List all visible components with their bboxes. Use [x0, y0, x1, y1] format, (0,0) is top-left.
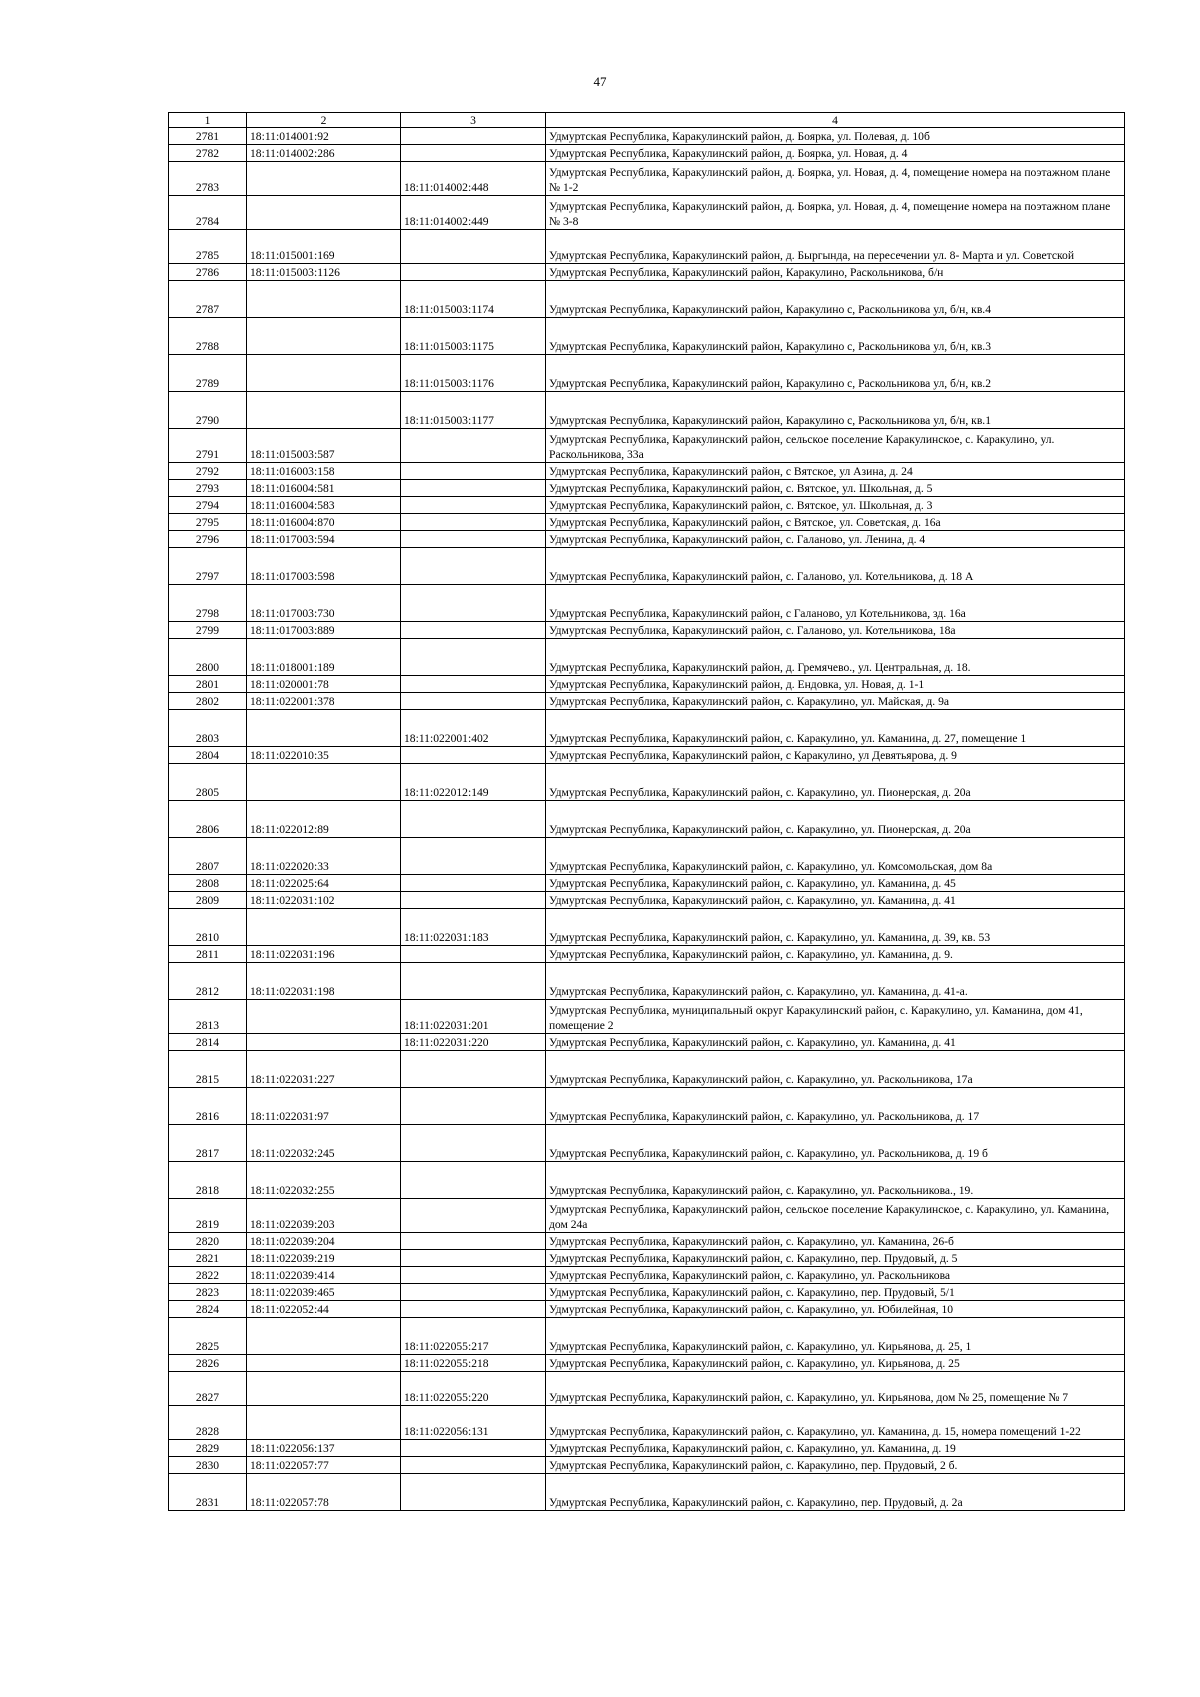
table-row	[169, 264, 1125, 281]
row-number-cell: 2826	[169, 1355, 247, 1372]
table-row	[169, 622, 1125, 639]
table-row	[169, 392, 1125, 429]
cadastral-number-cell: 18:11:015001:169	[247, 230, 401, 264]
premises-cadastral-number-cell	[401, 801, 546, 838]
table-row	[169, 318, 1125, 355]
row-number-cell: 2788	[169, 318, 247, 355]
cadastral-number-cell: 18:11:017003:594	[247, 531, 401, 548]
table-row	[169, 801, 1125, 838]
premises-cadastral-number-cell: 18:11:015003:1176	[401, 355, 546, 392]
table-row	[169, 196, 1125, 230]
address-cell: Удмуртская Республика, Каракулинский район, с. Галаново, ул. Котельникова, 18а	[546, 622, 1125, 639]
address-cell: Удмуртская Республика, Каракулинский район, с. Каракулино, ул. Каманина, д. 9.	[546, 946, 1125, 963]
cadastral-number-cell: 18:11:022031:198	[247, 963, 401, 1000]
premises-cadastral-number-cell: 18:11:022012:149	[401, 764, 546, 801]
address-cell: Удмуртская Республика, Каракулинский район, с. Галаново, ул. Ленина, д. 4	[546, 531, 1125, 548]
address-cell: Удмуртская Республика, Каракулинский район, Каракулино с, Раскольникова ул, б/н, кв.4	[546, 281, 1125, 318]
row-number-cell: 2791	[169, 429, 247, 463]
premises-cadastral-number-cell: 18:11:014002:448	[401, 162, 546, 196]
cadastral-number-cell: 18:11:022001:378	[247, 693, 401, 710]
address-cell: Удмуртская Республика, Каракулинский район, с Вятское, ул Азина, д. 24	[546, 463, 1125, 480]
row-number-cell: 2787	[169, 281, 247, 318]
address-cell: Удмуртская Республика, Каракулинский район, с. Каракулино, ул. Каманина, 26-б	[546, 1233, 1125, 1250]
table-row	[169, 963, 1125, 1000]
address-cell: Удмуртская Республика, Каракулинский район, с. Каракулино, ул. Комсомольская, дом 8а	[546, 838, 1125, 875]
row-number-cell: 2784	[169, 196, 247, 230]
table-row	[169, 1034, 1125, 1051]
premises-cadastral-number-cell: 18:11:015003:1175	[401, 318, 546, 355]
cadastral-number-cell: 18:11:022032:255	[247, 1162, 401, 1199]
address-cell: Удмуртская Республика, Каракулинский район, с. Каракулино, ул. Каманина, д. 15, номера помещений 1-22	[546, 1406, 1125, 1440]
table-row	[169, 531, 1125, 548]
row-number-cell: 2819	[169, 1199, 247, 1233]
premises-cadastral-number-cell	[401, 1301, 546, 1318]
table-row	[169, 480, 1125, 497]
premises-cadastral-number-cell	[401, 639, 546, 676]
address-cell: Удмуртская Республика, Каракулинский район, с. Вятское, ул. Школьная, д. 3	[546, 497, 1125, 514]
cadastral-number-cell: 18:11:022020:33	[247, 838, 401, 875]
premises-cadastral-number-cell: 18:11:022055:217	[401, 1318, 546, 1355]
table-row	[169, 281, 1125, 318]
address-cell: Удмуртская Республика, Каракулинский район, д. Боярка, ул. Новая, д. 4	[546, 145, 1125, 162]
premises-cadastral-number-cell: 18:11:015003:1177	[401, 392, 546, 429]
row-number-cell: 2830	[169, 1457, 247, 1474]
address-cell: Удмуртская Республика, Каракулинский район, с Каракулино, ул Девятьярова, д. 9	[546, 747, 1125, 764]
row-number-cell: 2814	[169, 1034, 247, 1051]
address-cell: Удмуртская Республика, Каракулинский район, с Вятское, ул. Советская, д. 16а	[546, 514, 1125, 531]
address-cell: Удмуртская Республика, Каракулинский район, с. Каракулино, ул. Каманина, д. 45	[546, 875, 1125, 892]
table-row	[169, 497, 1125, 514]
table-row	[169, 1250, 1125, 1267]
premises-cadastral-number-cell	[401, 1233, 546, 1250]
premises-cadastral-number-cell	[401, 747, 546, 764]
cadastral-number-cell: 18:11:022039:204	[247, 1233, 401, 1250]
cadastral-number-cell	[247, 1406, 401, 1440]
premises-cadastral-number-cell: 18:11:022031:220	[401, 1034, 546, 1051]
table-row	[169, 838, 1125, 875]
table-row	[169, 548, 1125, 585]
cadastral-number-cell: 18:11:022031:97	[247, 1088, 401, 1125]
row-number-cell: 2828	[169, 1406, 247, 1440]
column-header-1: 1	[169, 113, 247, 128]
premises-cadastral-number-cell	[401, 693, 546, 710]
cadastral-number-cell	[247, 710, 401, 747]
row-number-cell: 2786	[169, 264, 247, 281]
cadastral-number-cell: 18:11:022010:35	[247, 747, 401, 764]
row-number-cell: 2801	[169, 676, 247, 693]
row-number-cell: 2825	[169, 1318, 247, 1355]
table-row	[169, 693, 1125, 710]
premises-cadastral-number-cell	[401, 1199, 546, 1233]
premises-cadastral-number-cell	[401, 838, 546, 875]
cadastral-number-cell: 18:11:022025:64	[247, 875, 401, 892]
row-number-cell: 2794	[169, 497, 247, 514]
premises-cadastral-number-cell	[401, 963, 546, 1000]
row-number-cell: 2823	[169, 1284, 247, 1301]
cadastral-number-cell: 18:11:022031:196	[247, 946, 401, 963]
address-cell: Удмуртская Республика, Каракулинский район, с. Каракулино, ул. Раскольникова, 17а	[546, 1051, 1125, 1088]
row-number-cell: 2798	[169, 585, 247, 622]
row-number-cell: 2783	[169, 162, 247, 196]
premises-cadastral-number-cell	[401, 230, 546, 264]
premises-cadastral-number-cell	[401, 128, 546, 145]
row-number-cell: 2785	[169, 230, 247, 264]
table-row	[169, 1406, 1125, 1440]
table-row	[169, 747, 1125, 764]
premises-cadastral-number-cell	[401, 1284, 546, 1301]
address-cell: Удмуртская Республика, Каракулинский район, с. Каракулино, ул. Каманина, д. 41	[546, 1034, 1125, 1051]
address-cell: Удмуртская Республика, Каракулинский район, с. Каракулино, ул. Пионерская, д. 20а	[546, 764, 1125, 801]
address-cell: Удмуртская Республика, Каракулинский район, Каракулино с, Раскольникова ул, б/н, кв.2	[546, 355, 1125, 392]
premises-cadastral-number-cell	[401, 463, 546, 480]
address-cell: Удмуртская Республика, Каракулинский район, сельское поселение Каракулинское, с. Каракулино, ул. Раскольникова, 33а	[546, 429, 1125, 463]
address-cell: Удмуртская Республика, Каракулинский район, с. Каракулино, ул. Кирьянова, д. 25	[546, 1355, 1125, 1372]
address-cell: Удмуртская Республика, Каракулинский район, с. Каракулино, пер. Прудовый, д. 2а	[546, 1474, 1125, 1511]
cadastral-number-cell: 18:11:022057:78	[247, 1474, 401, 1511]
address-cell: Удмуртская Республика, Каракулинский район, с. Каракулино, ул. Раскольникова	[546, 1267, 1125, 1284]
premises-cadastral-number-cell	[401, 892, 546, 909]
table-row	[169, 1355, 1125, 1372]
premises-cadastral-number-cell: 18:11:022056:131	[401, 1406, 546, 1440]
premises-cadastral-number-cell	[401, 622, 546, 639]
column-header-3: 3	[401, 113, 546, 128]
table-row	[169, 1088, 1125, 1125]
row-number-cell: 2813	[169, 1000, 247, 1034]
premises-cadastral-number-cell	[401, 548, 546, 585]
row-number-cell: 2817	[169, 1125, 247, 1162]
row-number-cell: 2827	[169, 1372, 247, 1406]
cadastral-number-cell: 18:11:016004:870	[247, 514, 401, 531]
table-row	[169, 1162, 1125, 1199]
address-cell: Удмуртская Республика, Каракулинский район, с. Каракулино, ул. Кирьянова, дом № 25, помещение № 7	[546, 1372, 1125, 1406]
table-row	[169, 463, 1125, 480]
table-row	[169, 1474, 1125, 1511]
row-number-cell: 2820	[169, 1233, 247, 1250]
address-cell: Удмуртская Республика, Каракулинский район, д. Быргында, на пересечении ул. 8- Марта и ул. Советской	[546, 230, 1125, 264]
table-row	[169, 355, 1125, 392]
premises-cadastral-number-cell	[401, 1250, 546, 1267]
premises-cadastral-number-cell	[401, 429, 546, 463]
address-cell: Удмуртская Республика, Каракулинский район, с. Каракулино, ул. Кирьянова, д. 25, 1	[546, 1318, 1125, 1355]
table-row	[169, 514, 1125, 531]
address-cell: Удмуртская Республика, Каракулинский район, с. Каракулино, пер. Прудовый, д. 5	[546, 1250, 1125, 1267]
cadastral-number-cell: 18:11:016004:583	[247, 497, 401, 514]
cadastral-number-cell: 18:11:022039:465	[247, 1284, 401, 1301]
row-number-cell: 2816	[169, 1088, 247, 1125]
cadastral-number-cell	[247, 1318, 401, 1355]
table-body	[169, 128, 1125, 1511]
row-number-cell: 2810	[169, 909, 247, 946]
address-cell: Удмуртская Республика, Каракулинский район, с. Каракулино, ул. Раскольникова, д. 19 б	[546, 1125, 1125, 1162]
premises-cadastral-number-cell: 18:11:022031:183	[401, 909, 546, 946]
table-row	[169, 230, 1125, 264]
premises-cadastral-number-cell	[401, 514, 546, 531]
cadastral-number-cell	[247, 1355, 401, 1372]
cadastral-number-cell: 18:11:015003:587	[247, 429, 401, 463]
address-cell: Удмуртская Республика, Каракулинский район, д. Боярка, ул. Полевая, д. 10б	[546, 128, 1125, 145]
cadastral-number-cell	[247, 909, 401, 946]
table-row	[169, 1051, 1125, 1088]
cadastral-number-cell	[247, 1372, 401, 1406]
cadastral-number-cell: 18:11:016004:581	[247, 480, 401, 497]
row-number-cell: 2807	[169, 838, 247, 875]
address-cell: Удмуртская Республика, Каракулинский район, с. Каракулино, ул. Каманина, д. 41-а.	[546, 963, 1125, 1000]
address-cell: Удмуртская Республика, Каракулинский район, с. Каракулино, ул. Пионерская, д. 20а	[546, 801, 1125, 838]
premises-cadastral-number-cell	[401, 1125, 546, 1162]
premises-cadastral-number-cell	[401, 145, 546, 162]
row-number-cell: 2804	[169, 747, 247, 764]
cadastral-number-cell: 18:11:022039:219	[247, 1250, 401, 1267]
premises-cadastral-number-cell	[401, 1457, 546, 1474]
cadastral-number-cell: 18:11:017003:889	[247, 622, 401, 639]
address-cell: Удмуртская Республика, Каракулинский район, с. Каракулино, ул. Каманина, д. 19	[546, 1440, 1125, 1457]
row-number-cell: 2802	[169, 693, 247, 710]
column-header-4: 4	[546, 113, 1125, 128]
table-row	[169, 128, 1125, 145]
premises-cadastral-number-cell: 18:11:022001:402	[401, 710, 546, 747]
premises-cadastral-number-cell: 18:11:014002:449	[401, 196, 546, 230]
address-cell: Удмуртская Республика, муниципальный округ Каракулинский район, с. Каракулино, ул. Каманина, дом 41, помещение 2	[546, 1000, 1125, 1034]
table-header-row	[169, 113, 1125, 128]
cadastral-number-cell	[247, 1000, 401, 1034]
row-number-cell: 2812	[169, 963, 247, 1000]
cadastral-number-cell: 18:11:020001:78	[247, 676, 401, 693]
premises-cadastral-number-cell	[401, 946, 546, 963]
table-row	[169, 1199, 1125, 1233]
row-number-cell: 2789	[169, 355, 247, 392]
table-row	[169, 585, 1125, 622]
premises-cadastral-number-cell	[401, 585, 546, 622]
premises-cadastral-number-cell	[401, 1440, 546, 1457]
address-cell: Удмуртская Республика, Каракулинский район, с. Каракулино, пер. Прудовый, 5/1	[546, 1284, 1125, 1301]
table-row	[169, 145, 1125, 162]
row-number-cell: 2806	[169, 801, 247, 838]
table-row	[169, 1318, 1125, 1355]
registry-table	[168, 112, 1125, 1511]
cadastral-number-cell	[247, 764, 401, 801]
address-cell: Удмуртская Республика, Каракулинский район, д. Боярка, ул. Новая, д. 4, помещение номера на поэтажном плане № 3-8	[546, 196, 1125, 230]
table-row	[169, 1233, 1125, 1250]
table-row	[169, 946, 1125, 963]
premises-cadastral-number-cell	[401, 1267, 546, 1284]
premises-cadastral-number-cell	[401, 480, 546, 497]
table-row	[169, 1000, 1125, 1034]
cadastral-number-cell	[247, 392, 401, 429]
cadastral-number-cell: 18:11:022057:77	[247, 1457, 401, 1474]
cadastral-number-cell: 18:11:014002:286	[247, 145, 401, 162]
row-number-cell: 2796	[169, 531, 247, 548]
address-cell: Удмуртская Республика, Каракулинский район, сельское поселение Каракулинское, с. Каракулино, ул. Каманина, дом 24а	[546, 1199, 1125, 1233]
row-number-cell: 2782	[169, 145, 247, 162]
cadastral-number-cell: 18:11:022039:414	[247, 1267, 401, 1284]
cadastral-number-cell: 18:11:017003:730	[247, 585, 401, 622]
cadastral-number-cell	[247, 162, 401, 196]
address-cell: Удмуртская Республика, Каракулинский район, с. Вятское, ул. Школьная, д. 5	[546, 480, 1125, 497]
row-number-cell: 2790	[169, 392, 247, 429]
table-row	[169, 1372, 1125, 1406]
address-cell: Удмуртская Республика, Каракулинский район, д. Ендовка, ул. Новая, д. 1-1	[546, 676, 1125, 693]
table-row	[169, 1267, 1125, 1284]
cadastral-number-cell	[247, 355, 401, 392]
row-number-cell: 2793	[169, 480, 247, 497]
cadastral-number-cell: 18:11:017003:598	[247, 548, 401, 585]
row-number-cell: 2831	[169, 1474, 247, 1511]
row-number-cell: 2808	[169, 875, 247, 892]
table-row	[169, 875, 1125, 892]
row-number-cell: 2792	[169, 463, 247, 480]
address-cell: Удмуртская Республика, Каракулинский район, с. Галаново, ул. Котельникова, д. 18 А	[546, 548, 1125, 585]
premises-cadastral-number-cell: 18:11:022031:201	[401, 1000, 546, 1034]
row-number-cell: 2822	[169, 1267, 247, 1284]
address-cell: Удмуртская Республика, Каракулинский район, Каракулино с, Раскольникова ул, б/н, кв.3	[546, 318, 1125, 355]
row-number-cell: 2824	[169, 1301, 247, 1318]
row-number-cell: 2829	[169, 1440, 247, 1457]
cadastral-number-cell: 18:11:022052:44	[247, 1301, 401, 1318]
address-cell: Удмуртская Республика, Каракулинский район, с. Каракулино, ул. Юбилейная, 10	[546, 1301, 1125, 1318]
page-number: 47	[593, 74, 607, 89]
premises-cadastral-number-cell: 18:11:022055:220	[401, 1372, 546, 1406]
cadastral-number-cell	[247, 196, 401, 230]
row-number-cell: 2805	[169, 764, 247, 801]
table-row	[169, 676, 1125, 693]
row-number-cell: 2781	[169, 128, 247, 145]
address-cell: Удмуртская Республика, Каракулинский район, Каракулино с, Раскольникова ул, б/н, кв.1	[546, 392, 1125, 429]
address-cell: Удмуртская Республика, Каракулинский район, д. Гремячево., ул. Центральная, д. 18.	[546, 639, 1125, 676]
row-number-cell: 2818	[169, 1162, 247, 1199]
table-row	[169, 1284, 1125, 1301]
premises-cadastral-number-cell	[401, 676, 546, 693]
column-header-2: 2	[247, 113, 401, 128]
premises-cadastral-number-cell: 18:11:022055:218	[401, 1355, 546, 1372]
table-row	[169, 892, 1125, 909]
cadastral-number-cell: 18:11:022031:227	[247, 1051, 401, 1088]
row-number-cell: 2821	[169, 1250, 247, 1267]
address-cell: Удмуртская Республика, Каракулинский район, с Галаново, ул Котельникова, зд. 16а	[546, 585, 1125, 622]
row-number-cell: 2797	[169, 548, 247, 585]
premises-cadastral-number-cell	[401, 497, 546, 514]
premises-cadastral-number-cell	[401, 875, 546, 892]
table-row	[169, 764, 1125, 801]
table-row	[169, 1457, 1125, 1474]
premises-cadastral-number-cell	[401, 1051, 546, 1088]
cadastral-number-cell	[247, 281, 401, 318]
address-cell: Удмуртская Республика, Каракулинский район, с. Каракулино, ул. Каманина, д. 27, помещение 1	[546, 710, 1125, 747]
row-number-cell: 2800	[169, 639, 247, 676]
premises-cadastral-number-cell	[401, 1088, 546, 1125]
premises-cadastral-number-cell	[401, 531, 546, 548]
cadastral-number-cell: 18:11:018001:189	[247, 639, 401, 676]
premises-cadastral-number-cell	[401, 1474, 546, 1511]
row-number-cell: 2815	[169, 1051, 247, 1088]
table-row	[169, 1125, 1125, 1162]
table-row	[169, 909, 1125, 946]
cadastral-number-cell: 18:11:022031:102	[247, 892, 401, 909]
row-number-cell: 2799	[169, 622, 247, 639]
cadastral-number-cell: 18:11:022012:89	[247, 801, 401, 838]
address-cell: Удмуртская Республика, Каракулинский район, с. Каракулино, ул. Каманина, д. 39, кв. 53	[546, 909, 1125, 946]
address-cell: Удмуртская Республика, Каракулинский район, д. Боярка, ул. Новая, д. 4, помещение номера на поэтажном плане № 1-2	[546, 162, 1125, 196]
cadastral-number-cell	[247, 318, 401, 355]
table-row	[169, 639, 1125, 676]
cadastral-number-cell	[247, 1034, 401, 1051]
address-cell: Удмуртская Республика, Каракулинский район, с. Каракулино, ул. Майская, д. 9а	[546, 693, 1125, 710]
cadastral-number-cell: 18:11:022039:203	[247, 1199, 401, 1233]
address-cell: Удмуртская Республика, Каракулинский район, с. Каракулино, ул. Раскольникова., 19.	[546, 1162, 1125, 1199]
cadastral-number-cell: 18:11:016003:158	[247, 463, 401, 480]
table-row	[169, 1301, 1125, 1318]
table-row	[169, 710, 1125, 747]
address-cell: Удмуртская Республика, Каракулинский район, с. Каракулино, пер. Прудовый, 2 б.	[546, 1457, 1125, 1474]
premises-cadastral-number-cell	[401, 264, 546, 281]
address-cell: Удмуртская Республика, Каракулинский район, с. Каракулино, ул. Раскольникова, д. 17	[546, 1088, 1125, 1125]
cadastral-number-cell: 18:11:015003:1126	[247, 264, 401, 281]
address-cell: Удмуртская Республика, Каракулинский район, Каракулино, Раскольникова, б/н	[546, 264, 1125, 281]
premises-cadastral-number-cell	[401, 1162, 546, 1199]
row-number-cell: 2811	[169, 946, 247, 963]
row-number-cell: 2803	[169, 710, 247, 747]
address-cell: Удмуртская Республика, Каракулинский район, с. Каракулино, ул. Каманина, д. 41	[546, 892, 1125, 909]
table-row	[169, 429, 1125, 463]
row-number-cell: 2795	[169, 514, 247, 531]
cadastral-number-cell: 18:11:022032:245	[247, 1125, 401, 1162]
row-number-cell: 2809	[169, 892, 247, 909]
cadastral-number-cell: 18:11:022056:137	[247, 1440, 401, 1457]
cadastral-number-cell: 18:11:014001:92	[247, 128, 401, 145]
table-row	[169, 162, 1125, 196]
table-row	[169, 1440, 1125, 1457]
premises-cadastral-number-cell: 18:11:015003:1174	[401, 281, 546, 318]
